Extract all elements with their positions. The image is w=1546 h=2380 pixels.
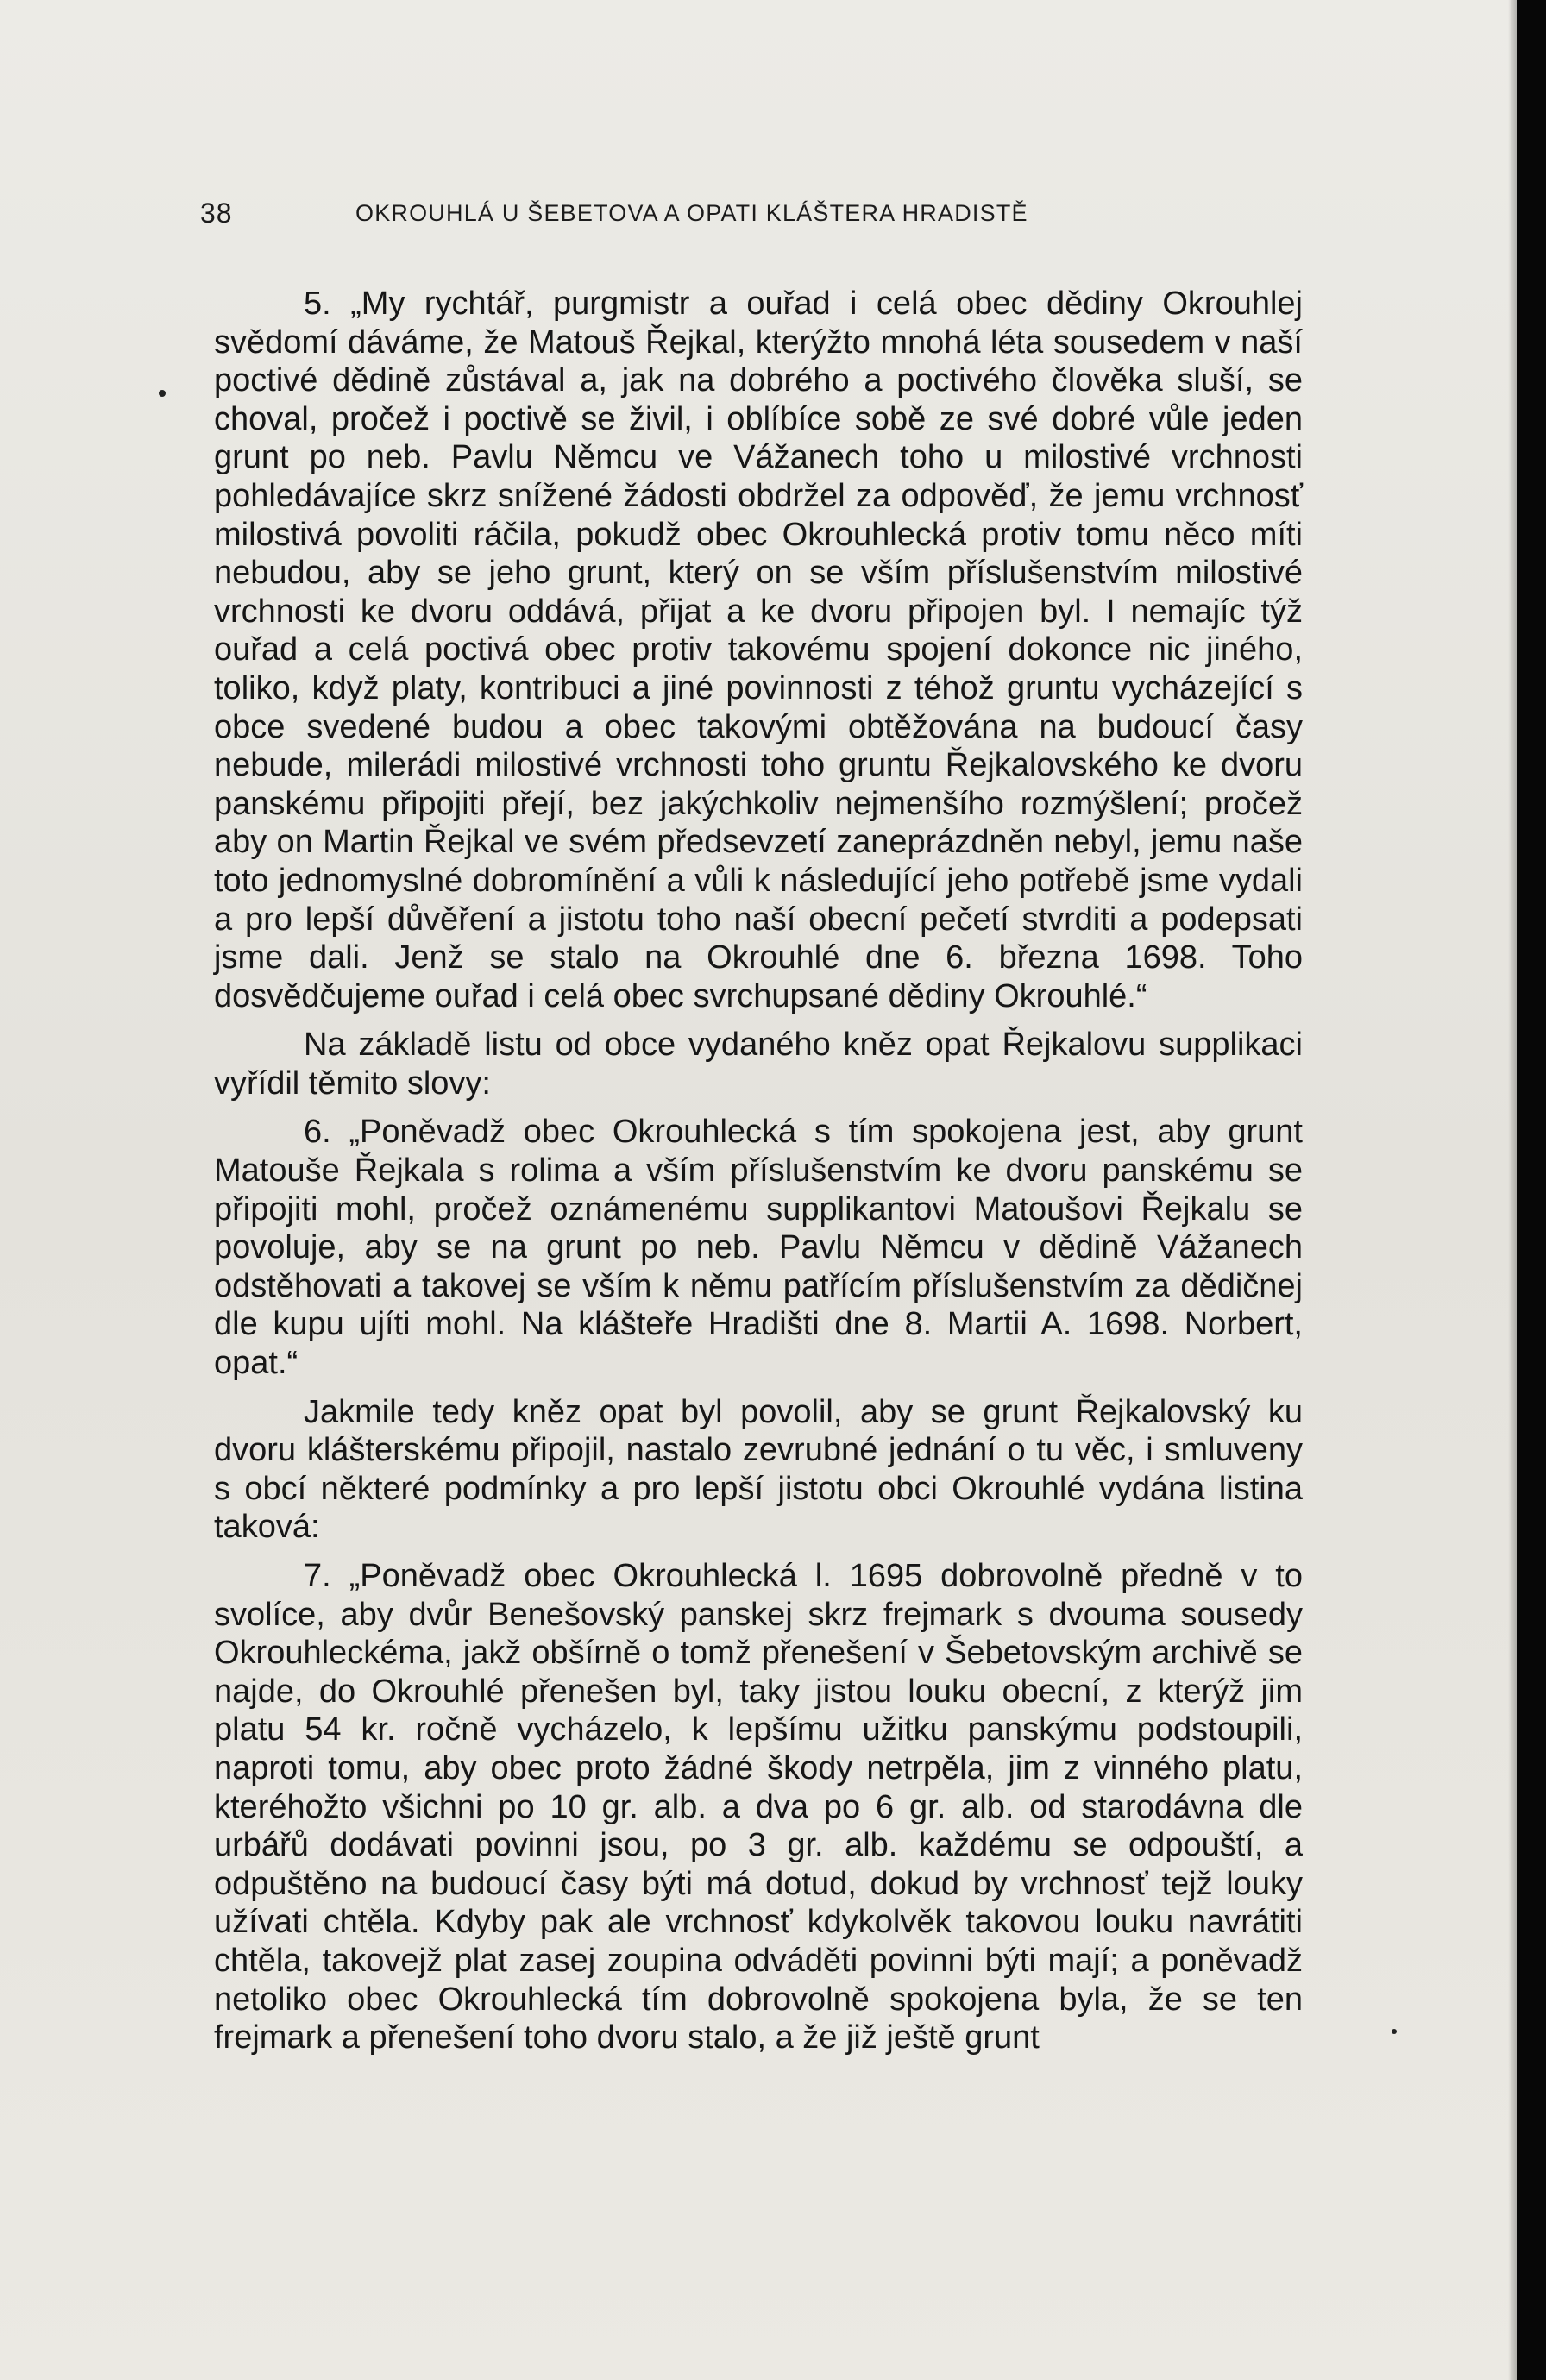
page-number: 38 — [200, 197, 233, 229]
ink-speck — [1392, 2029, 1397, 2034]
running-title: OKROUHLÁ U ŠEBETOVA A OPATI KLÁŠTERA HRADISTĚ — [355, 199, 1028, 226]
ink-speck — [159, 390, 166, 397]
body-text — [214, 285, 1303, 2057]
paragraph-5-obec-testimony: 5. „My rychtář, purgmistr a ouřad i celá obec dědiny Okrouhlej svědomí dáváme, že Matouš Řejkal, kterýžto mnohá léta sousedem v naší poctivé dědině zůstával a, jak na dobrého a poctivého člověka sluší, se choval, pročež i poctivě se živil, i oblíbíce sobě ze své dobré vůle jeden grunt po neb. Pavlu Němcu ve Vážanech toho u milostivé vrchnosti pohledávajíce skrz snížené žádosti obdržel za odpověď, že jemu vrchnosť milostivá povoliti ráčila, pokudž obec Okrouhlecká protiv tomu něco míti nebudou, aby se jeho grunt, který on se vším příslušenstvím milostivé vrchnosti ke dvoru oddává, přijat a ke dvoru připojen byl. I nemajíc týž ouřad a celá poctivá obec protiv takovému spojení dokonce nic jiného, toliko, když platy, kontribuci a jiné povinnosti z téhož gruntu vycházející s obce svedené budou a obec takovými obtěžována na budoucí časy nebude, milerádi milostivé vrchnosti toho gruntu Řejkalovského ke dvoru panskému připojiti přejí, bez jakýchkoliv nejmenšího rozmýšlení; pročež aby on Martin Řejkal ve svém předsevzetí zaneprázdněn nebyl, jemu naše toto jednomyslné dobromínění a vůli k následující jeho potřebě jsme vydali a pro lepší důvěření a jistotu toho naší obecní pečetí stvrditi a podepsati jsme dali. Jenž se stalo na Okrouhlé dne 6. března 1698. Toho dosvědčujeme ouřad i celá obec svrchupsané dědiny Okrouhlé.“ — [214, 286, 1303, 1014]
dark-scan-border — [1517, 0, 1546, 2380]
paragraph-6-opat-decision: 6. „Poněvadž obec Okrouhlecká s tím spokojena jest, aby grunt Matouše Řejkala s rolima a vším příslušenstvím ke dvoru panskému se připojiti mohl, pročež oznámenému supplikantovi Matoušovi Řejkalu se povoluje, aby se na grunt po neb. Pavlu Němcu v dědině Vážanech odstěhovati a takovej se vším k němu patřícím příslušenstvím za dědičnej dle kupu ujíti mohl. Na klášteře Hradišti dne 8. Martii A. 1698. Norbert, opat.“ — [214, 1114, 1303, 1382]
paragraph-intro-opat-reply: Na základě listu od obce vydaného kněz opat Řejkalovu supplikaci vyřídil těmito slovy: — [214, 1027, 1303, 1102]
paragraph-intro-listina: Jakmile tedy kněz opat byl povolil, aby se grunt Řejkalovský ku dvoru klášterskému připojil, nastalo zevrubné jednání o tu věc, i smluveny s obcí některé podmínky a pro lepší jistotu obci Okrouhlé vydána listina taková: — [214, 1393, 1303, 1546]
page-header — [200, 192, 1322, 235]
paragraph-7-listina: 7. „Poněvadž obec Okrouhlecká l. 1695 dobrovolně předně v to svolíce, aby dvůr Benešovský panskej skrz frejmark s dvouma sousedy Okrouhleckéma, jakž obšírně o tomž přenešení v Šebetovským archivě se najde, do Okrouhlé přenešen byl, taky jistou louku obecní, z kterýž jim platu 54 kr. ročně vycházelo, k lepšímu užitku panskýmu podstoupili, naproti tomu, aby obec proto žádné škody netrpěla, jim z vinného platu, kteréhožto všichni po 10 gr. alb. a dva po 6 gr. alb. od starodávna dle urbářů dodávati povinni jsou, po 3 gr. alb. každému se odpouští, a odpuštěno na budoucí časy býti má dotud, dokud by vrchnosť tejž louky užívati chtěla. Kdyby pak ale vrchnosť kdykolvěk takovou louku navrátiti chtěla, takovejž plat zasej zoupina odváděti povinni býti mají; a poněvadž netoliko obec Okrouhlecká tím dobrovolně spokojena byla, že se ten frejmark a přenešení toho dvoru stalo, a že již ještě grunt — [214, 1558, 1303, 2057]
page-edge-shadow — [1508, 0, 1517, 2380]
